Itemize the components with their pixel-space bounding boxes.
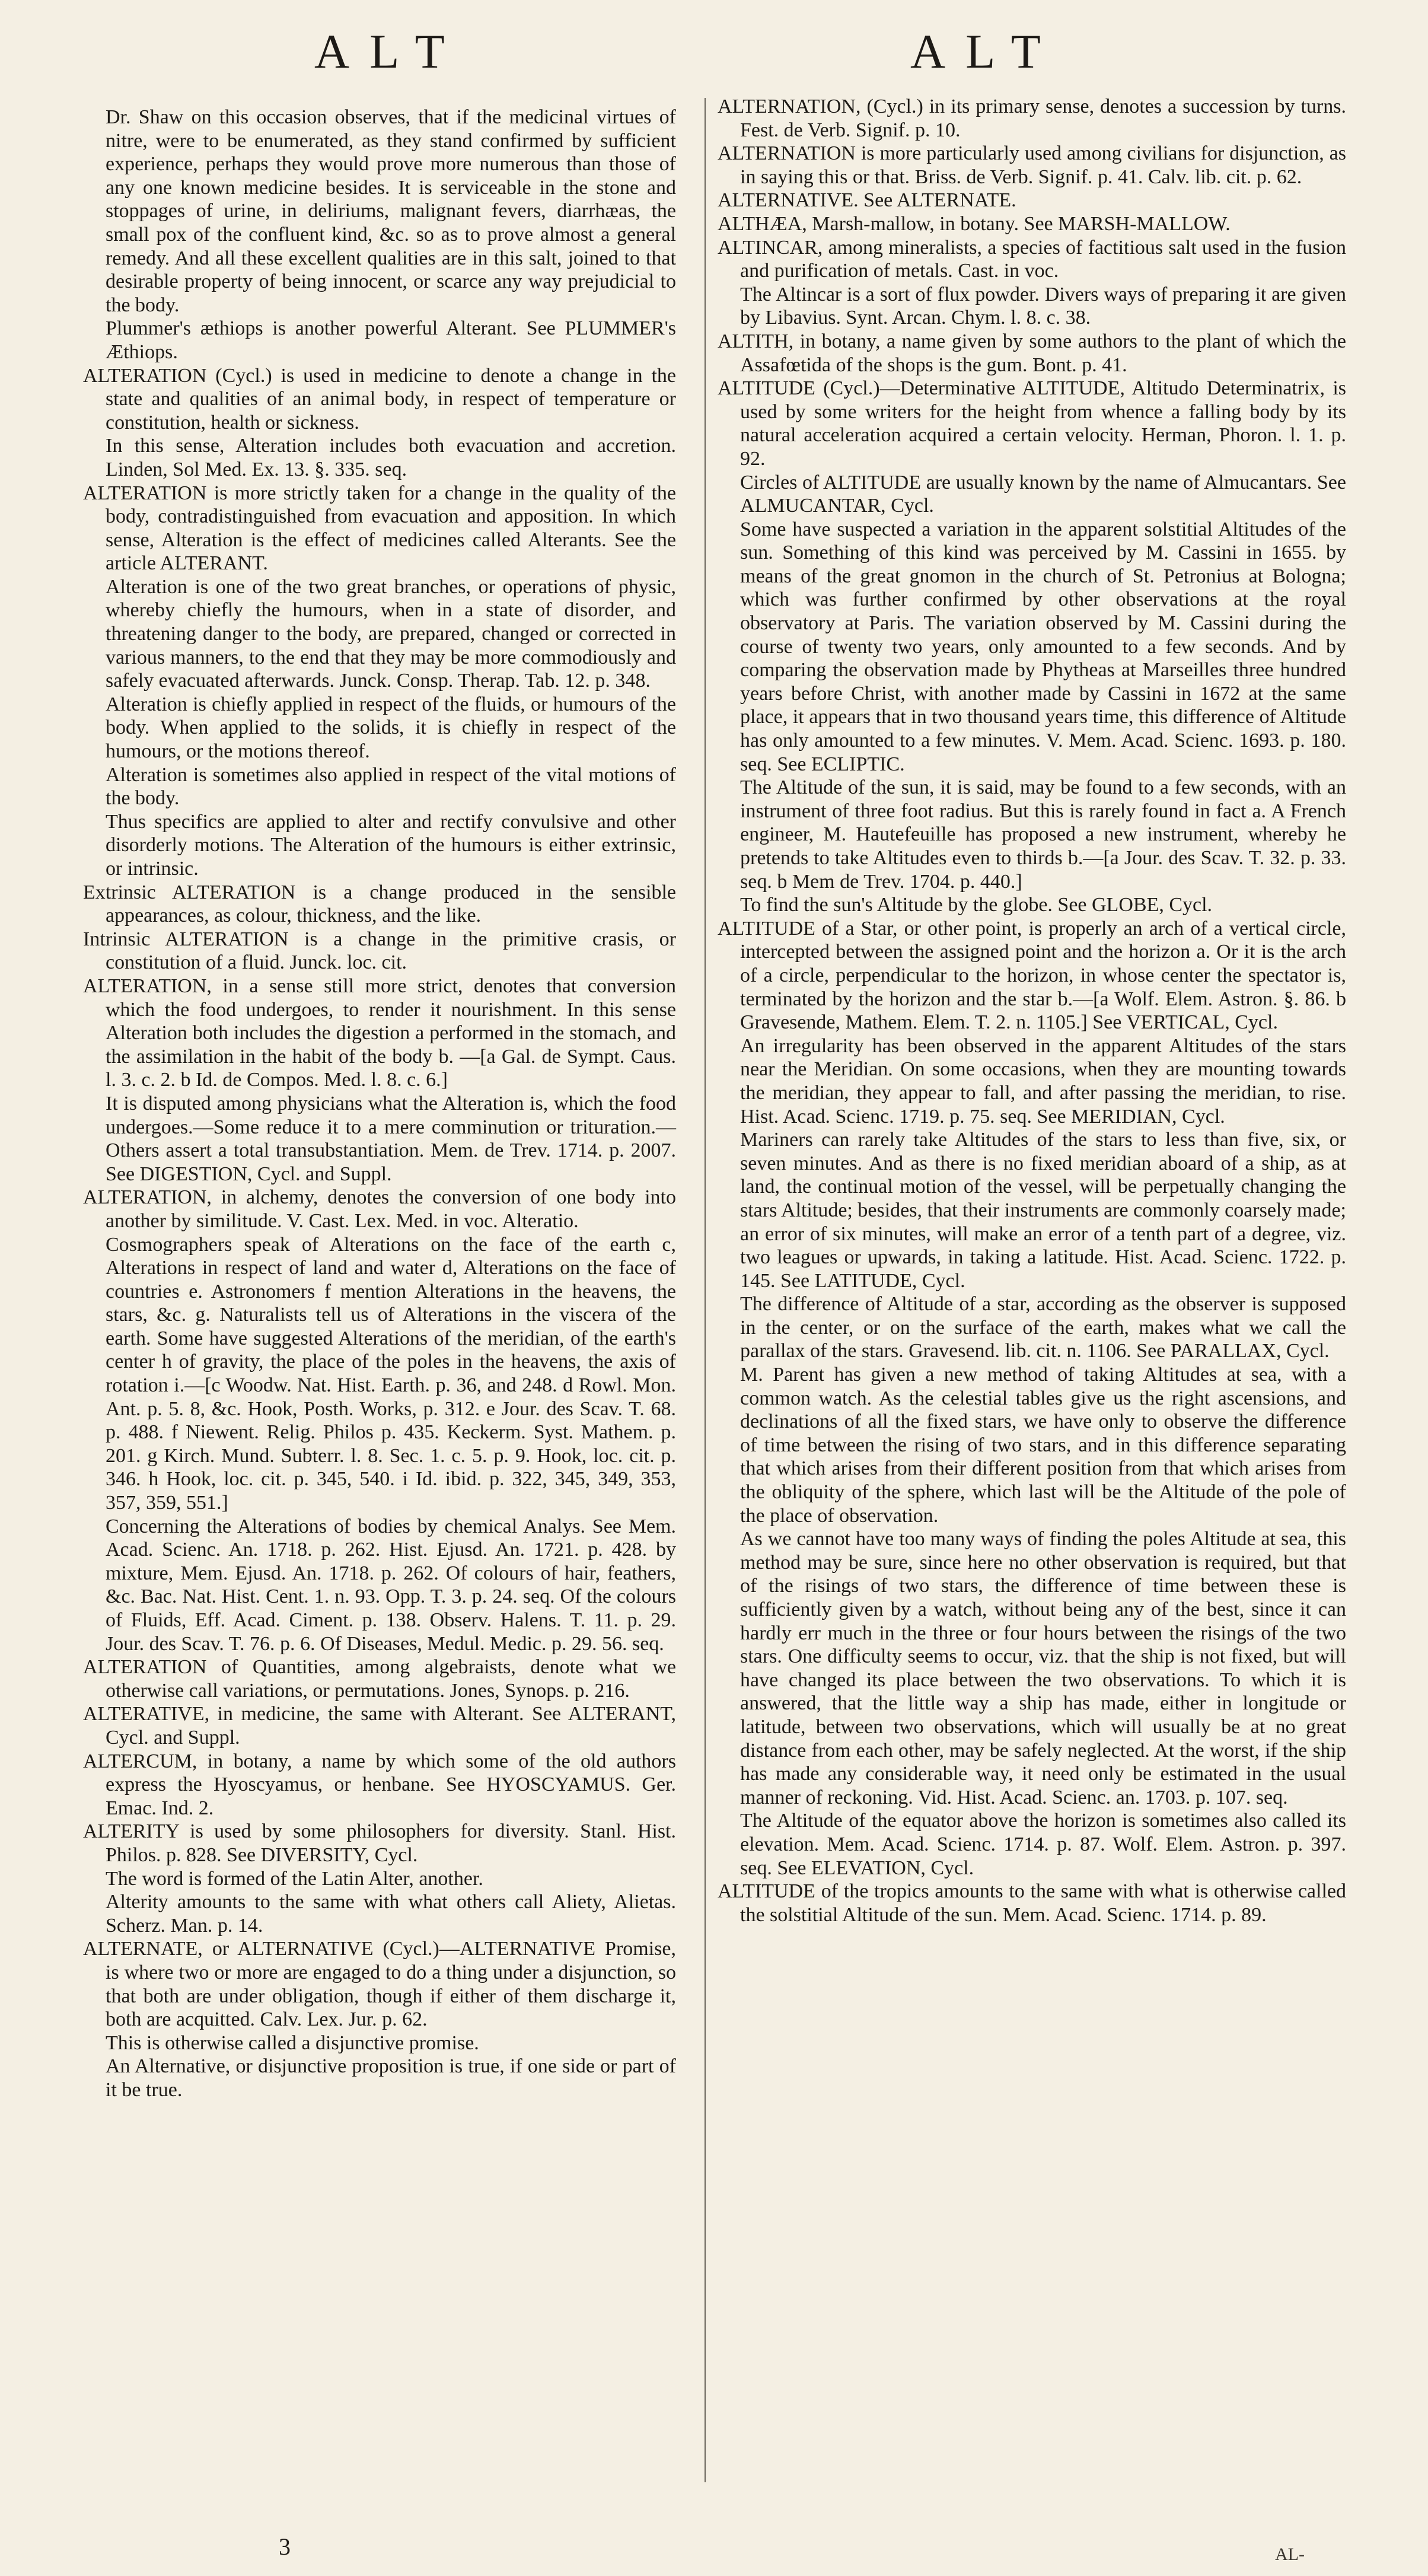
paragraph: Thus specifics are applied to alter and rectify convulsive and other disorderly motions. The Alteration of the humours is either extrinsic, or intrinsic. <box>106 810 676 880</box>
paragraph: Alteration is one of the two great branches, or operations of physic, whereby chiefly the humours, when in a state of disorder, and threatening danger to the body, are prepared, changed or corrected in various manners, to the end that they may be more commodiously and safely evacuated afterwards. Junck. Consp. Therap. Tab. 12. p. 348. <box>106 575 676 692</box>
paragraph: ALTERATION, in a sense still more strict, denotes that conversion which the food undergoes, to render it nourishment. In this sense Alteration both includes the digestion a performed in the stomach, and the assimilation in the habit of the body b. —[a Gal. de Sympt. Caus. l. 3. c. 2. b Id. de Compos. Med. l. 8. c. 6.] <box>83 975 676 1091</box>
entry-alternation: ALTERNATION, (Cycl.) in its primary sense, denotes a succession by turns. Fest. de Verb. Signif. p. 10. <box>718 95 1346 141</box>
entry-altercum: ALTERCUM, in botany, a name by which some of the old authors express the Hyoscyamus, or henbane. See HYOSCYAMUS. Ger. Emac. Ind. 2. <box>83 1750 676 1819</box>
paragraph: Mariners can rarely take Altitudes of the stars to less than five, six, or seven minutes. And as there is no fixed meridian aboard of a ship, as at land, the continual motion of the vessel, will be perpetually changing the stars Altitude; besides, that their instruments are commonly coarsely made; an error of six minutes, will make an error of a tenth part of a degree, viz. two leagues or upwards, in taking a latitude. Hist. Acad. Scienc. 1722. p. 145. See LATITUDE, Cycl. <box>740 1129 1346 1292</box>
left-column <box>83 106 676 2101</box>
paragraph: An Alternative, or disjunctive proposition is true, if one side or part of it be true. <box>106 2055 676 2101</box>
paragraph: ALTITUDE of a Star, or other point, is properly an arch of a vertical circle, intercepted between the assigned point and the horizon a. Or it is the arch of a circle, perpendicular to the horizon, in whose center the spectator is, terminated by the horizon and the star b.—[a Wolf. Elem. Astron. §. 86. b Gravesende, Mathem. Elem. T. 2. n. 1105.] See VERTICAL, Cycl. <box>718 917 1346 1034</box>
paragraph: The word is formed of the Latin Alter, another. <box>106 1867 483 1890</box>
paragraph: In this sense, Alteration includes both evacuation and accretion. Linden, Sol Med. Ex. 13. §. 335. seq. <box>106 435 676 480</box>
paragraph: ALTERATION is more strictly taken for a change in the quality of the body, contradistinguished from evacuation and apposition. In which sense, Alteration is the effect of medicines called Alterants. See the article ALTERANT. <box>83 482 676 575</box>
paragraph: Concerning the Alterations of bodies by chemical Analys. See Mem. Acad. Scienc. An. 1718. p. 262. Hist. Ejusd. An. 1721. p. 428. by mixture, Mem. Ejusd. An. 1718. p. 262. Of colours of hair, feathers, &c. Bac. Nat. Hist. Cent. 1. n. 93. Opp. T. 3. p. 24. seq. Of the colours of Fluids, Eff. Acad. Ciment. p. 138. Observ. Halens. T. 11. p. 29. Jour. des Scav. T. 76. p. 6. Of Diseases, Medul. Medic. p. 29. 56. seq. <box>106 1515 676 1655</box>
paragraph: Alteration is chiefly applied in respect of the fluids, or humours of the body. When applied to the solids, it is chiefly in respect of the humours, or the motions thereof. <box>106 693 676 763</box>
paragraph: As we cannot have too many ways of finding the poles Altitude at sea, this method may be sure, since here no other observation is required, but that of the risings of two stars, the difference of time between these is sufficiently given by a watch, without being any of the best, since it can hardly err much in the three or four hours between the risings of the two stars. One difficulty seems to occur, viz. that the ship is not fixed, but will have changed its place between the two observations. To which it is answered, that the little way a ship has made, either in longitude or latitude, between two observations, which will usually be at no great distance from each other, may be safely neglected. At the worst, if the ship has made any considerable way, it need only be estimated in the usual manner of reckoning. Vid. Hist. Acad. Scienc. an. 1703. p. 107. seq. <box>740 1528 1346 1808</box>
paragraph: Cosmographers speak of Alterations on the face of the earth c, Alterations in respect of land and water d, Alterations on the face of countries e. Astronomers f mention Alterations in the heavens, the stars, &c. g. Naturalists tell us of Alterations in the viscera of the earth. Some have suggested Alterations of the meridian, of the earth's center h of gravity, the place of the poles in the heavens, the axis of rotation i.—[c Woodw. Nat. Hist. Earth. p. 36, and 248. d Rowl. Mon. Ant. p. 5. 8, &c. Hook, Posth. Works, p. 312. e Jour. des Scav. T. 68. p. 488. f Niewent. Relig. Philos p. 435. Keckerm. Syst. Mathem. p. 201. g Kirch. Mund. Subterr. l. 8. Sec. 1. c. 5. p. 9. Hook, loc. cit. p. 346. h Hook, loc. cit. p. 345, 540. i Id. ibid. p. 322, 345, 349, 353, 357, 359, 551.] <box>106 1233 676 1514</box>
entry-alterative: ALTERATIVE, in medicine, the same with Alterant. See ALTERANT, Cycl. and Suppl. <box>83 1703 676 1749</box>
paragraph: ALTERATION of Quantities, among algebraists, denote what we otherwise call variations, or permutations. Jones, Synops. p. 216. <box>83 1656 676 1702</box>
paragraph: ALTERNATION is more particularly used among civilians for disjunction, as in saying this or that. Briss. de Verb. Signif. p. 41. Calv. lib. cit. p. 62. <box>718 142 1346 188</box>
paragraph: ALTERATION, in alchemy, denotes the conversion of one body into another by similitude. V. Cast. Lex. Med. in voc. Alteratio. <box>83 1186 676 1232</box>
paragraph: ALTITUDE of the tropics amounts to the same with what is otherwise called the solstitial Altitude of the sun. Mem. Acad. Scienc. 1714. p. 89. <box>718 1880 1346 1926</box>
paragraph: Intrinsic ALTERATION is a change in the primitive crasis, or constitution of a fluid. Junck. loc. cit. <box>83 928 676 974</box>
paragraph: The difference of Altitude of a star, according as the observer is supposed in the center, or on the surface of the earth, makes what we call the parallax of the stars. Gravesend. lib. cit. n. 1106. See PARALLAX, Cycl. <box>740 1293 1346 1362</box>
entry-alterity: ALTERITY is used by some philosophers for diversity. Stanl. Hist. Philos. p. 828. See DIVERSITY, Cycl. <box>83 1820 676 1866</box>
paragraph: Plummer's æthiops is another powerful Alterant. See PLUMMER's Æthiops. <box>106 317 676 363</box>
column-rule <box>705 98 706 2482</box>
entry-altith: ALTITH, in botany, a name given by some authors to the plant of which the Assafœtida of the shops is the gum. Bont. p. 41. <box>718 330 1346 376</box>
paragraph: The Altitude of the equator above the horizon is sometimes also called its elevation. Mem. Acad. Scienc. 1714. p. 87. Wolf. Elem. Astron. p. 397. seq. See ELEVATION, Cycl. <box>740 1810 1346 1879</box>
catchword: AL- <box>1275 2545 1305 2564</box>
right-column <box>718 95 1346 1927</box>
paragraph: An irregularity has been observed in the apparent Altitudes of the stars near the Meridian. On some occasions, when they are mounting towards the meridian, they appear to fall, and after passing the meridian, to rise. Hist. Acad. Scienc. 1719. p. 75. seq. See MERIDIAN, Cycl. <box>740 1034 1346 1128</box>
paragraph: M. Parent has given a new method of taking Altitudes at sea, with a common watch. As the celestial tables give us the right ascensions, and declinations of all the fixed stars, we have only to observe the difference of time between the rising of two stars, and in this difference separating that which arises from their different position from that which arises from the obliquity of the sphere, which last will be the Altitude of the pole of the place of observation. <box>740 1364 1346 1527</box>
running-head-left: ALT <box>314 24 465 78</box>
entry-alternative: ALTERNATIVE. See ALTERNATE. <box>718 189 1016 212</box>
entry-alteration: ALTERATION (Cycl.) is used in medicine to denote a change in the state and qualities of an animal body, in respect of temperature or constitution, health or sickness. <box>83 364 676 434</box>
signature-mark: 3 <box>279 2533 291 2560</box>
entry-altincar: ALTINCAR, among mineralists, a species of factitious salt used in the fusion and purification of metals. Cast. in voc. <box>718 236 1346 282</box>
paragraph: To find the sun's Altitude by the globe. See GLOBE, Cycl. <box>740 894 1213 916</box>
running-head-right: ALT <box>910 24 1061 78</box>
paragraph: Dr. Shaw on this occasion observes, that if the medicinal virtues of nitre, were to be enumerated, as they stand confirmed by sufficient experience, perhaps they would prove more numerous than those of any one known medicine besides. It is serviceable in the stone and stoppages of urine, in deliriums, malignant fevers, diarrhæas, the small pox of the confluent kind, &c. so as to prove almost a general remedy. And all these excellent qualities are in this salt, joined to that desirable property of being innocent, or scarce any way prejudicial to the body. <box>106 106 676 316</box>
paragraph: The Altitude of the sun, it is said, may be found to a few seconds, with an instrument of three foot radius. But this is rarely found in fact a. A French engineer, M. Hautefeuille has proposed a new instrument, whereby he pretends to take Altitudes even to thirds b.—[a Jour. des Scav. T. 32. p. 33. seq. b Mem de Trev. 1704. p. 440.] <box>740 776 1346 893</box>
paragraph: Circles of ALTITUDE are usually known by the name of Almucantars. See ALMUCANTAR, Cycl. <box>740 471 1346 517</box>
paragraph: It is disputed among physicians what the Alteration is, which the food undergoes.—Some reduce it to a mere comminution or trituration.—Others assert a total transubstantiation. Mem. de Trev. 1714. p. 2007. See DIGESTION, Cycl. and Suppl. <box>106 1092 676 1185</box>
paragraph: Extrinsic ALTERATION is a change produced in the sensible appearances, as colour, thickness, and the like. <box>83 881 676 927</box>
entry-althaea: ALTHÆA, Marsh-mallow, in botany. See MARSH-MALLOW. <box>718 212 1231 235</box>
paragraph: The Altincar is a sort of flux powder. Divers ways of preparing it are given by Libavius. Synt. Arcan. Chym. l. 8. c. 38. <box>740 283 1346 329</box>
paragraph: This is otherwise called a disjunctive promise. <box>106 2031 479 2054</box>
paragraph: Some have suspected a variation in the apparent solstitial Altitudes of the sun. Something of this kind was perceived by M. Cassini in 1655. by means of the great gnomon in the church of St. Petronius at Bologna; which was further confirmed by other observations at the royal observatory at Paris. The variation observed by M. Cassini during the course of twenty two years, only amounted to a few seconds. And by comparing the observation made by Phytheas at Marseilles three hundred years before Christ, with another made by Cassini in 1672 at the same place, it appears that in two thousand years time, this difference of Altitude has only amounted to a few minutes. V. Mem. Acad. Scienc. 1693. p. 180. seq. See ECLIPTIC. <box>740 518 1346 775</box>
paragraph: Alterity amounts to the same with what others call Aliety, Alietas. Scherz. Man. p. 14. <box>106 1891 676 1937</box>
paragraph: Alteration is sometimes also applied in respect of the vital motions of the body. <box>106 763 676 810</box>
entry-altitude: ALTITUDE (Cycl.)—Determinative ALTITUDE, Altitudo Determinatrix, is used by some writers for the height from whence a falling body by its natural acceleration acquired a certain velocity. Herman, Phoron. l. 1. p. 92. <box>718 377 1346 470</box>
entry-alternate: ALTERNATE, or ALTERNATIVE (Cycl.)—ALTERNATIVE Promise, is where two or more are engaged to do a thing under a disjunction, so that both are under obligation, though if either of them discharge it, both are acquitted. Calv. Lex. Jur. p. 62. <box>83 1938 676 2031</box>
